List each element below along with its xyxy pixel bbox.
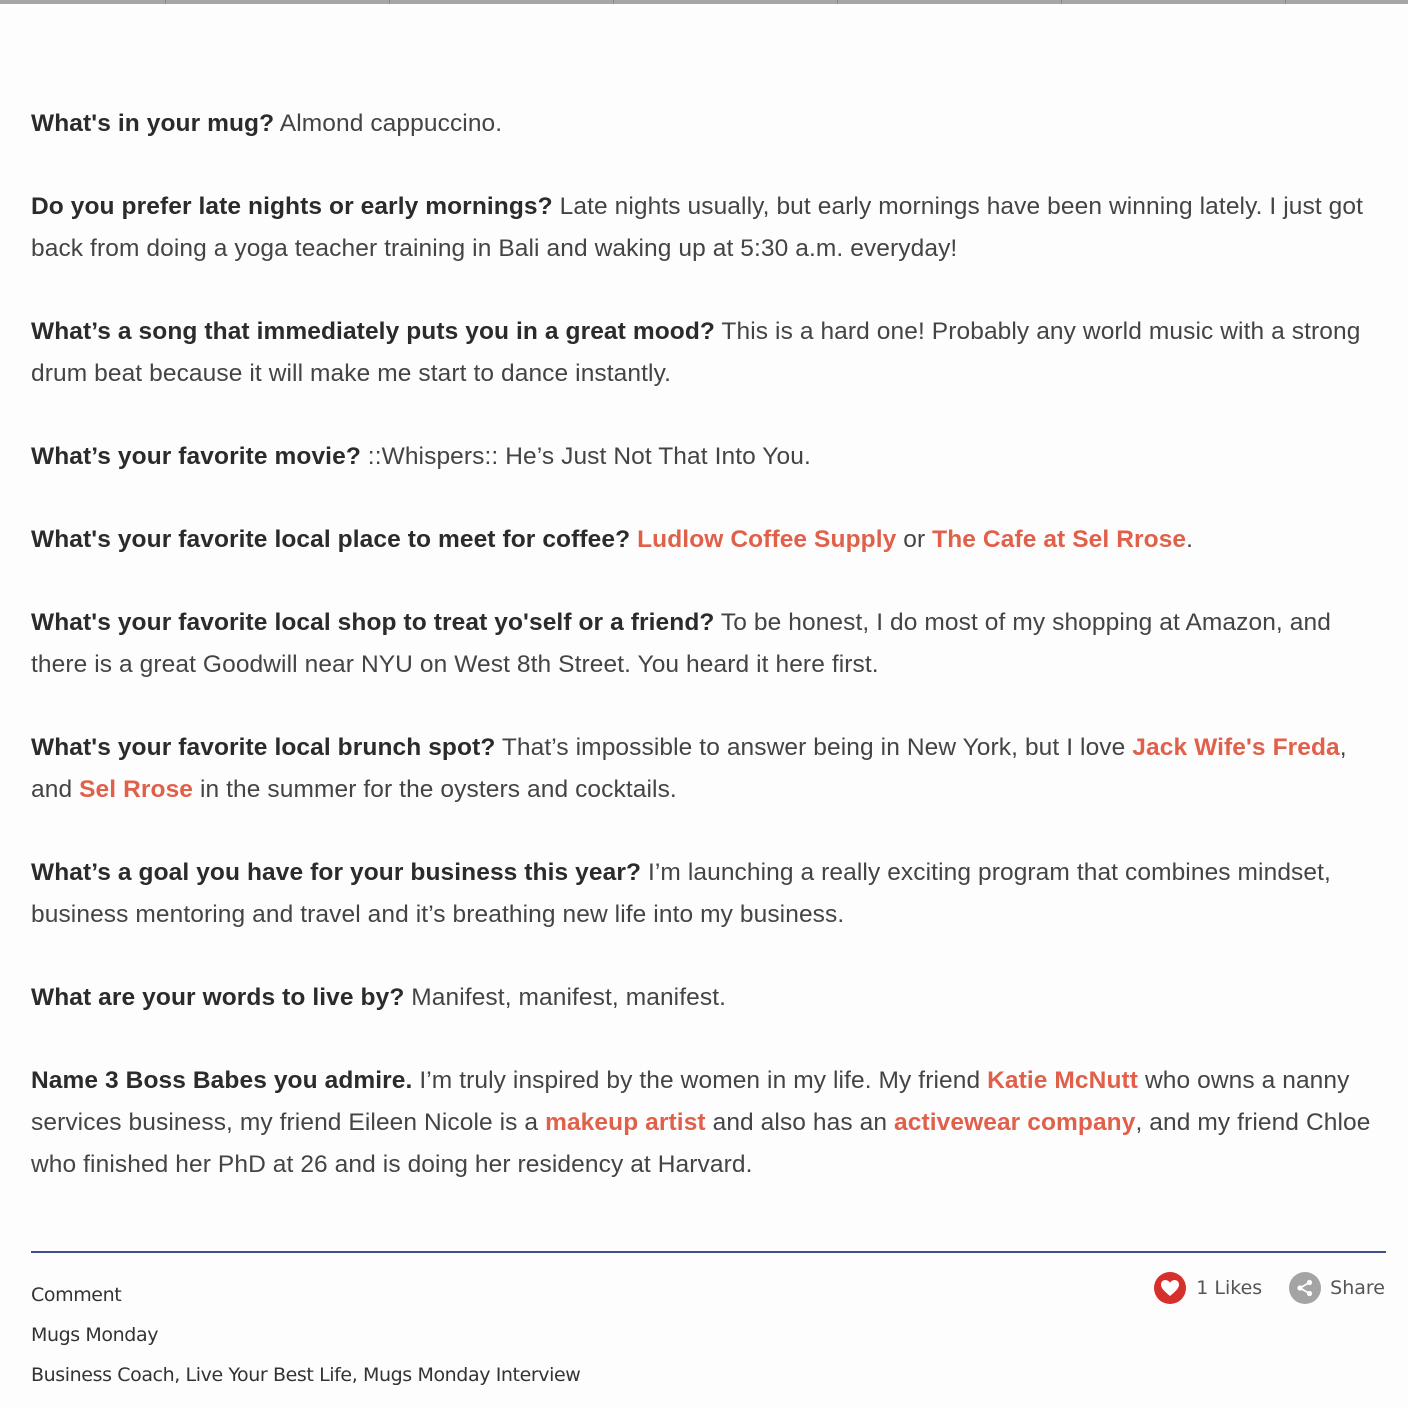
answer-text: and also has an — [705, 1109, 894, 1136]
inline-link[interactable]: Sel Rrose — [79, 776, 194, 803]
qa-paragraph — [31, 977, 1383, 1019]
likes-count[interactable]: 1 Likes — [1196, 1277, 1263, 1299]
question: Name 3 Boss Babes you admire. — [31, 1067, 413, 1094]
answer-text: This is a hard one! Probably any world music with a strong drum beat because it will make me start to dance instantly. — [31, 318, 1361, 387]
post-meta — [31, 1279, 580, 1399]
answer-text: . — [1186, 526, 1194, 553]
answer-text: Almond cappuccino. — [274, 110, 503, 137]
tag-list: Business Coach, Live Your Best Life, Mugs Monday Interview — [31, 1364, 581, 1386]
top-rule-tick — [613, 0, 614, 4]
answer-text: , and — [31, 734, 1347, 803]
inline-link[interactable]: Katie McNutt — [987, 1067, 1139, 1094]
qa-paragraph — [31, 727, 1383, 811]
qa-paragraph — [31, 519, 1383, 561]
answer-text: ::Whispers:: He’s Just Not That Into You. — [360, 443, 811, 470]
question: Do you prefer late nights or early mornings? — [31, 193, 553, 220]
question: What’s your favorite movie? — [31, 443, 361, 470]
qa-paragraph — [31, 186, 1383, 270]
qa-paragraph — [31, 852, 1383, 936]
category-link[interactable]: Mugs Monday — [31, 1324, 159, 1346]
inline-link[interactable]: The Cafe at Sel Rrose — [932, 526, 1187, 553]
answer-text: or — [896, 526, 933, 553]
question: What’s a song that immediately puts you in a great mood? — [31, 318, 715, 345]
answer-text: Late nights usually, but early mornings have been winning lately. I just got back from doing a yoga teacher training in Bali and waking up at 5:30 a.m. everyday! — [31, 193, 1364, 262]
qa-paragraph — [31, 436, 1383, 478]
inline-link[interactable]: makeup artist — [545, 1109, 706, 1136]
answer-text: That’s impossible to answer being in New York, but I love — [495, 734, 1133, 761]
question: What's your favorite local brunch spot? — [31, 734, 496, 761]
top-rule-tick — [1285, 0, 1286, 4]
answer-text: I’m launching a really exciting program that combines mindset, business mentoring and travel and it’s breathing new life into my business. — [31, 859, 1331, 928]
qa-paragraph — [31, 311, 1383, 395]
comment-link[interactable]: Comment — [31, 1284, 122, 1306]
share-button[interactable]: Share — [1330, 1277, 1385, 1299]
top-rule-tick — [1061, 0, 1062, 4]
question: What's your favorite local place to meet for coffee? — [31, 526, 631, 553]
answer-text: in the summer for the oysters and cocktails. — [193, 776, 677, 803]
tag-link[interactable]: Mugs Monday Interview — [363, 1364, 581, 1386]
inline-link[interactable]: Ludlow Coffee Supply — [637, 526, 897, 553]
article-body — [31, 103, 1383, 1227]
post-actions — [1154, 1272, 1385, 1304]
inline-link[interactable]: activewear company — [894, 1109, 1136, 1136]
answer-text: who owns a nanny services business, my friend Eileen Nicole is a — [31, 1067, 1350, 1136]
qa-paragraph — [31, 602, 1383, 686]
tag-link[interactable]: Live Your Best Life — [185, 1364, 352, 1386]
qa-paragraph — [31, 1060, 1383, 1186]
question: What’s a goal you have for your business this year? — [31, 859, 642, 886]
answer-text: To be honest, I do most of my shopping at Amazon, and there is a great Goodwill near NYU on West 8th Street. You heard it here first. — [31, 609, 1331, 678]
tag-link[interactable]: Business Coach — [31, 1364, 175, 1386]
question: What's in your mug? — [31, 110, 275, 137]
answer-text: , and my friend Chloe who finished her PhD at 26 and is doing her residency at Harvard. — [31, 1109, 1371, 1178]
footer-divider — [31, 1251, 1386, 1253]
inline-link[interactable]: Jack Wife's Freda — [1132, 734, 1340, 761]
answer-text: Manifest, manifest, manifest. — [404, 984, 727, 1011]
share-icon[interactable] — [1289, 1272, 1321, 1304]
top-rule-tick — [389, 0, 390, 4]
top-rule — [0, 0, 1408, 4]
top-rule-tick — [837, 0, 838, 4]
answer-text: I’m truly inspired by the women in my life. My friend — [412, 1067, 988, 1094]
top-rule-tick — [165, 0, 166, 4]
question: What are your words to live by? — [31, 984, 405, 1011]
heart-icon[interactable] — [1154, 1272, 1186, 1304]
qa-paragraph — [31, 103, 1383, 145]
question: What's your favorite local shop to treat yo'self or a friend? — [31, 609, 715, 636]
